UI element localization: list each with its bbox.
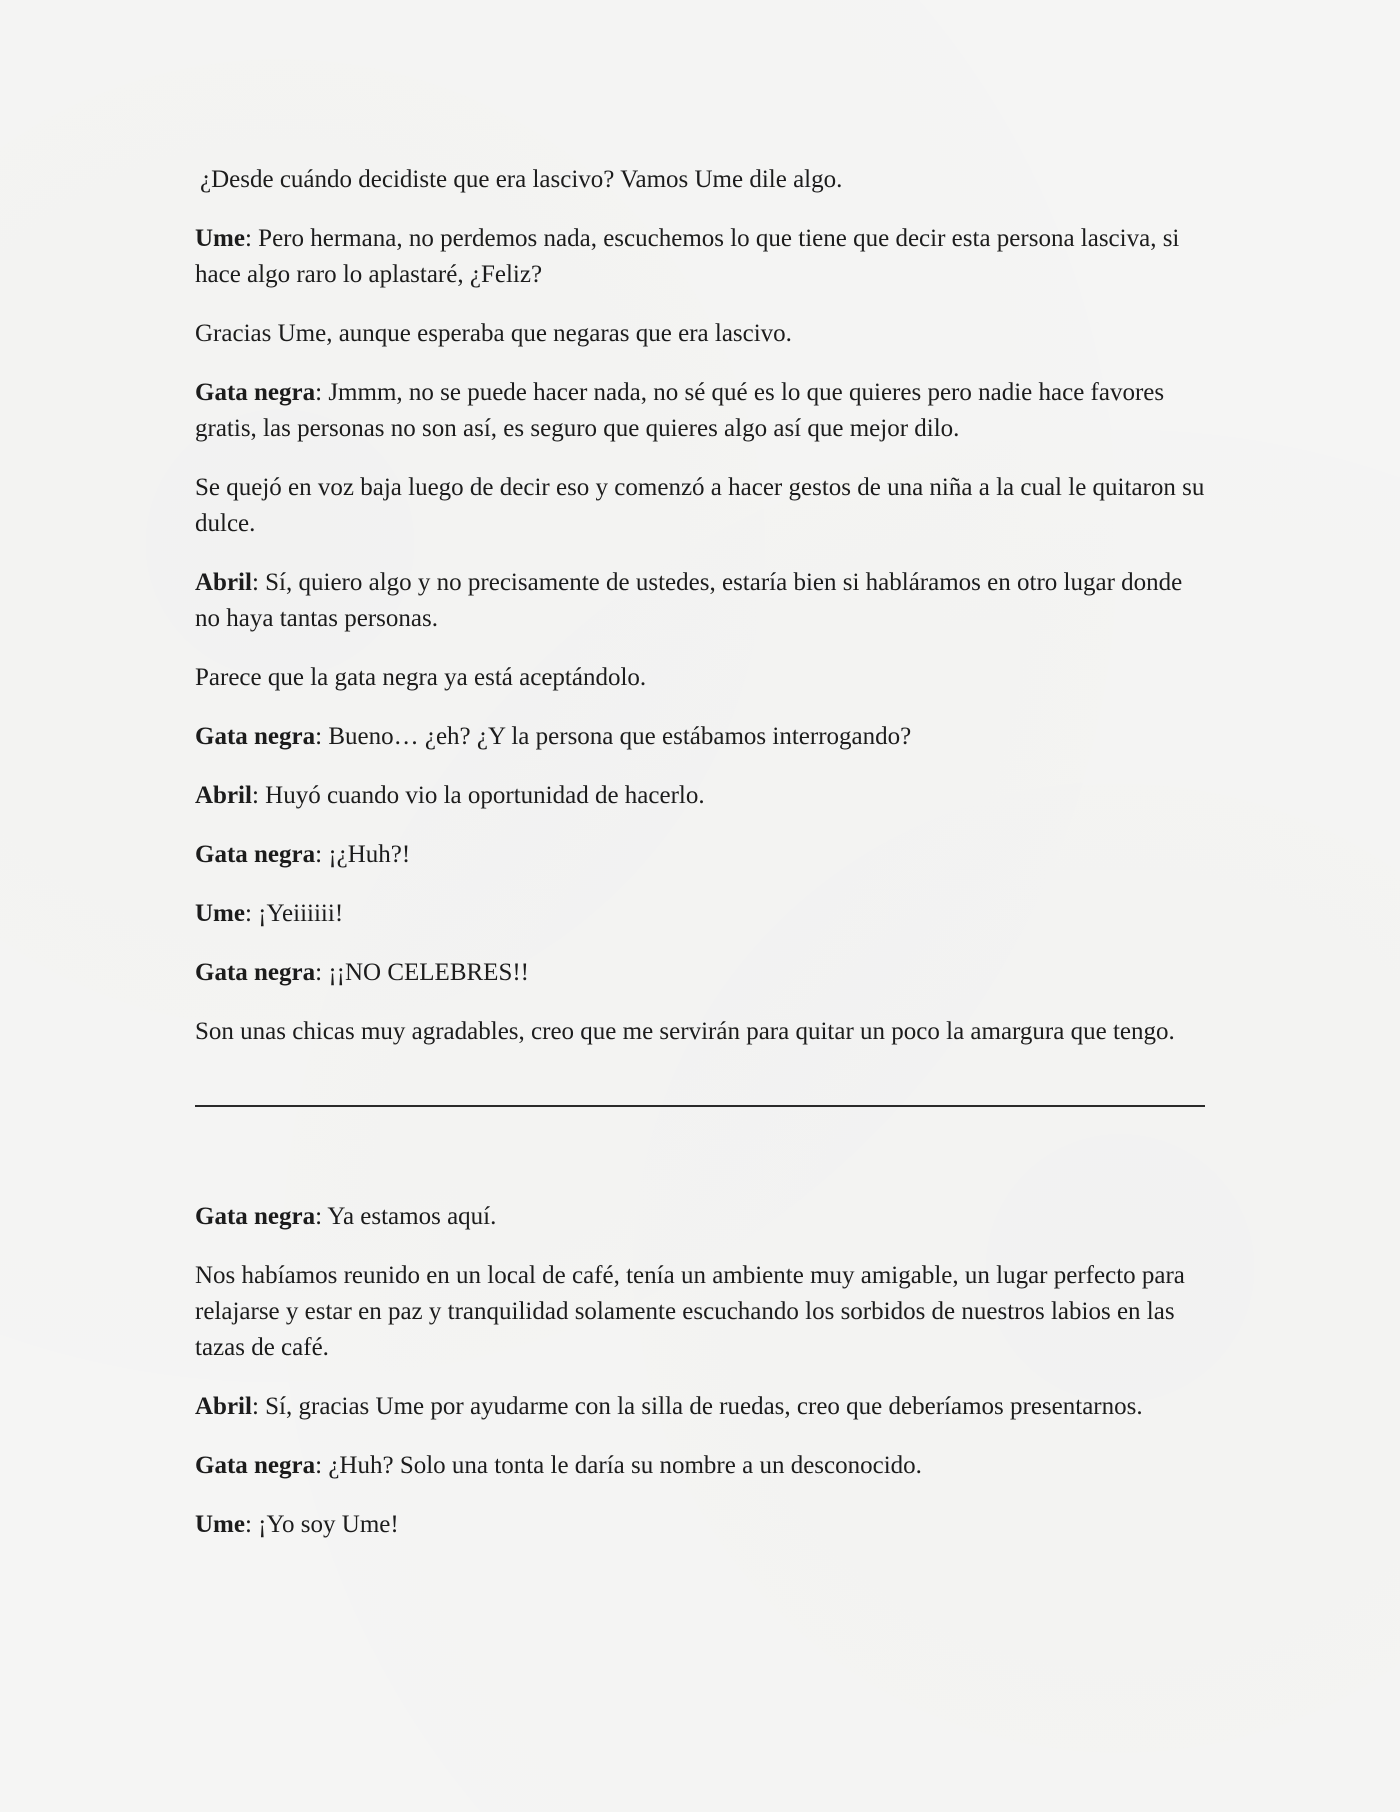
paragraph-text: ¿Desde cuándo decidiste que era lascivo? Vamos Ume dile algo.: [200, 166, 843, 193]
section-two: [195, 1199, 1205, 1543]
paragraph-text: : Bueno… ¿eh? ¿Y la persona que estábamos interrogando?: [315, 723, 912, 750]
narration-paragraph: [195, 1014, 1205, 1050]
dialogue-paragraph: [195, 896, 1205, 932]
paragraph-text: : Ya estamos aquí.: [315, 1203, 497, 1230]
speaker-name: Abril: [195, 569, 252, 596]
speaker-name: Gata negra: [195, 1203, 316, 1230]
narration-paragraph: [195, 316, 1205, 352]
speaker-name: Gata negra: [195, 959, 316, 986]
paragraph-text: Gracias Ume, aunque esperaba que negaras que era lascivo.: [195, 320, 792, 347]
page-content: [195, 162, 1205, 1566]
paragraph-text: : Jmmm, no se puede hacer nada, no sé qué es lo que quieres pero nadie hace favores gratis, las personas no son así, es seguro que quieres algo así que mejor dilo.: [195, 379, 1165, 442]
paragraph-text: Nos habíamos reunido en un local de café, tenía un ambiente muy amigable, un lugar perfecto para relajarse y estar en paz y tranquilidad solamente escuchando los sorbidos de nuestros labios en las tazas de café.: [195, 1262, 1185, 1361]
speaker-name: Gata negra: [195, 379, 316, 406]
narration-paragraph: [195, 470, 1205, 542]
section-divider: [195, 1105, 1205, 1107]
speaker-name: Gata negra: [195, 723, 316, 750]
paragraph-text: Parece que la gata negra ya está aceptándolo.: [195, 664, 647, 691]
dialogue-paragraph: [195, 719, 1205, 755]
paragraph-text: : Huyó cuando vio la oportunidad de hacerlo.: [251, 782, 705, 809]
dialogue-paragraph: [195, 837, 1205, 873]
paragraph-text: Son unas chicas muy agradables, creo que me servirán para quitar un poco la amargura que tengo.: [195, 1018, 1175, 1045]
dialogue-paragraph: [195, 565, 1205, 637]
paragraph-text: : Sí, quiero algo y no precisamente de ustedes, estaría bien si habláramos en otro lugar donde no haya tantas personas.: [195, 569, 1183, 632]
dialogue-paragraph: [195, 221, 1205, 293]
speaker-name: Abril: [195, 1393, 252, 1420]
speaker-name: Gata negra: [195, 841, 316, 868]
speaker-name: Ume: [195, 900, 245, 927]
dialogue-paragraph: [195, 778, 1205, 814]
dialogue-paragraph: [195, 375, 1205, 447]
paragraph-text: : ¡¡NO CELEBRES!!: [315, 959, 529, 986]
section-one: [195, 162, 1205, 1050]
dialogue-paragraph: [195, 1389, 1205, 1425]
paragraph-text: Se quejó en voz baja luego de decir eso y comenzó a hacer gestos de una niña a la cual le quitaron su dulce.: [195, 474, 1205, 537]
narration-paragraph: [195, 660, 1205, 696]
paragraph-text: : Pero hermana, no perdemos nada, escuchemos lo que tiene que decir esta persona lasciva, si hace algo raro lo aplastaré, ¿Feliz?: [195, 225, 1180, 288]
dialogue-paragraph: [195, 1199, 1205, 1235]
narration-paragraph: [195, 1258, 1205, 1366]
paragraph-text: : ¡Yeiiiiii!: [244, 900, 344, 927]
paragraph-text: : ¡Yo soy Ume!: [244, 1511, 399, 1538]
dialogue-paragraph: [195, 1448, 1205, 1484]
speaker-name: Gata negra: [195, 1452, 316, 1479]
speaker-name: Ume: [195, 225, 245, 252]
narration-paragraph: [195, 162, 1205, 198]
paragraph-text: : Sí, gracias Ume por ayudarme con la silla de ruedas, creo que deberíamos presentarnos.: [251, 1393, 1143, 1420]
paragraph-text: : ¿Huh? Solo una tonta le daría su nombre a un desconocido.: [315, 1452, 922, 1479]
speaker-name: Abril: [195, 782, 252, 809]
dialogue-paragraph: [195, 955, 1205, 991]
dialogue-paragraph: [195, 1507, 1205, 1543]
paragraph-text: : ¡¿Huh?!: [315, 841, 411, 868]
speaker-name: Ume: [195, 1511, 245, 1538]
